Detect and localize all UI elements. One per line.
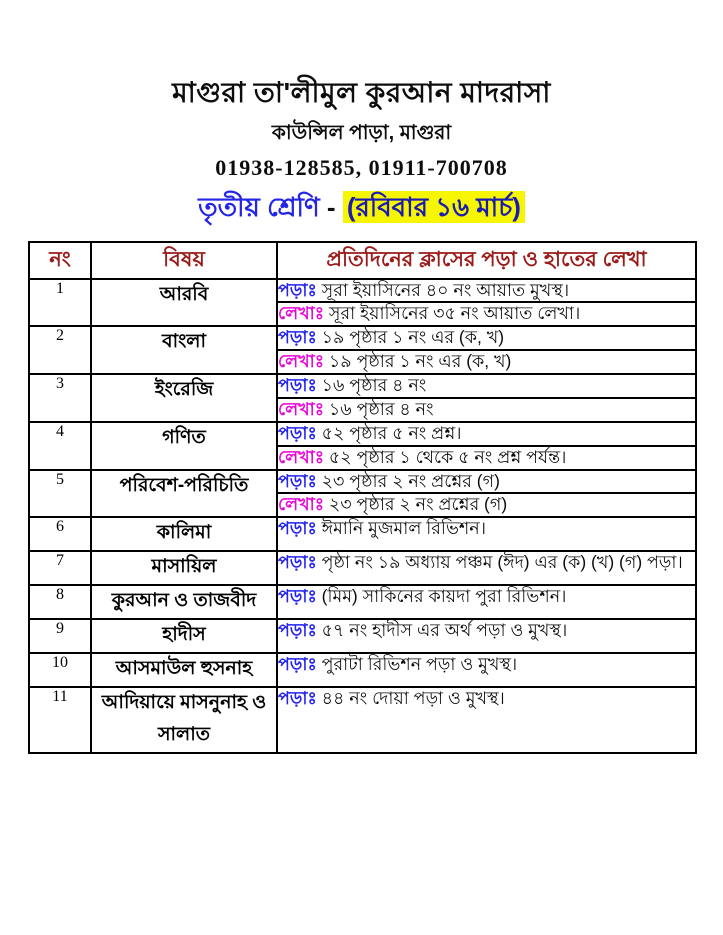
write-text: ১৯ পৃষ্ঠার ১ নং এর (ক, খ) — [328, 351, 512, 372]
read-text: পৃষ্ঠা নং ১৯ অধ্যায় পঞ্চম (ঈদ) এর (ক) (খ) (গ) পড়া। — [321, 552, 683, 573]
row-number: 7 — [29, 551, 91, 585]
read-task-cell — [277, 470, 696, 494]
subject-cell: আরবি — [91, 279, 277, 327]
row-number: 6 — [29, 517, 91, 551]
table-row — [29, 585, 696, 619]
read-text: সূরা ইয়াসিনের ৪০ নং আয়াত মুখস্থ। — [321, 279, 570, 300]
read-label: পড়াঃ — [278, 518, 317, 539]
subject-cell: মাসায়িল — [91, 551, 277, 585]
write-text: ৫২ পৃষ্ঠার ১ থেকে ৫ নং প্রশ্ন পর্যন্ত। — [328, 446, 567, 467]
lesson-table — [28, 241, 697, 755]
table-row — [29, 326, 696, 350]
read-text: ৪৪ নং দোয়া পড়া ও মুখস্থ। — [321, 688, 505, 709]
table-row — [29, 517, 696, 551]
subject-cell: কুরআন ও তাজবীদ — [91, 585, 277, 619]
write-label: লেখাঃ — [278, 446, 325, 467]
read-label: পড়াঃ — [278, 375, 317, 396]
read-task-cell — [277, 422, 696, 446]
subject-cell: ইংরেজি — [91, 374, 277, 422]
row-number: 2 — [29, 326, 91, 374]
subject-cell: গণিত — [91, 422, 277, 470]
table-row — [29, 551, 696, 585]
write-label: লেখাঃ — [278, 494, 325, 515]
row-number: 8 — [29, 585, 91, 619]
table-row — [29, 619, 696, 653]
row-number: 10 — [29, 653, 91, 687]
read-task-cell — [277, 653, 696, 687]
read-text: ৫২ পৃষ্ঠার ৫ নং প্রশ্ন। — [321, 422, 462, 443]
subject-cell: আদিয়ায়ে মাসনুনাহ ও সালাত — [91, 687, 277, 753]
read-text: ১৬ পৃষ্ঠার ৪ নং — [321, 375, 427, 396]
subject-cell: আসমাউল হুসনাহ — [91, 653, 277, 687]
read-text: (মিম) সাকিনের কায়দা পুরা রিভিশন। — [321, 586, 567, 607]
read-task-cell — [277, 517, 696, 551]
write-label: লেখাঃ — [278, 351, 325, 372]
row-number: 1 — [29, 279, 91, 327]
read-task-cell — [277, 374, 696, 398]
table-row — [29, 653, 696, 687]
write-text: ১৬ পৃষ্ঠার ৪ নং — [328, 398, 434, 419]
write-label: লেখাঃ — [278, 398, 325, 419]
madrasa-address: কাউন্সিল পাড়া, মাগুরা — [271, 121, 452, 144]
read-text: ৫৭ নং হাদীস এর অর্থ পড়া ও মুখস্থ। — [321, 620, 568, 641]
table-row — [29, 470, 696, 494]
table-header-row — [29, 242, 696, 279]
write-task-cell — [277, 493, 696, 517]
write-task-cell — [277, 302, 696, 326]
subject-cell: পরিবেশ-পরিচিতি — [91, 470, 277, 518]
table-row — [29, 374, 696, 398]
phone-numbers: 01938-128585, 01911-700708 — [215, 154, 508, 180]
read-label: পড়াঃ — [278, 620, 317, 641]
read-label: পড়াঃ — [278, 688, 317, 709]
write-task-cell — [277, 350, 696, 374]
read-text: ঈমানি মুজমাল রিভিশন। — [321, 518, 486, 539]
read-text: পুরাটা রিভিশন পড়া ও মুখস্থ। — [321, 654, 518, 675]
class-date-line — [0, 187, 723, 231]
table-row — [29, 422, 696, 446]
col-header-no: নং — [29, 242, 91, 279]
row-number: 5 — [29, 470, 91, 518]
read-label: পড়াঃ — [278, 586, 317, 607]
col-header-subject: বিষয় — [91, 242, 277, 279]
read-task-cell — [277, 551, 696, 585]
read-label: পড়াঃ — [278, 422, 317, 443]
madrasa-title: মাগুরা তা'লীমুল কুরআন মাদরাসা — [172, 77, 551, 108]
row-number: 9 — [29, 619, 91, 653]
row-number: 3 — [29, 374, 91, 422]
read-task-cell — [277, 687, 696, 753]
read-label: পড়াঃ — [278, 327, 317, 348]
read-text: ১৯ পৃষ্ঠার ১ নং এর (ক, খ) — [321, 327, 505, 348]
read-task-cell — [277, 619, 696, 653]
row-number: 11 — [29, 687, 91, 753]
read-task-cell — [277, 279, 696, 303]
subject-cell: বাংলা — [91, 326, 277, 374]
class-separator: - — [319, 191, 343, 222]
col-header-tasks: প্রতিদিনের ক্লাসের পড়া ও হাতের লেখা — [277, 242, 696, 279]
read-label: পড়াঃ — [278, 279, 317, 300]
read-label: পড়াঃ — [278, 552, 317, 573]
write-label: লেখাঃ — [278, 303, 325, 324]
read-label: পড়াঃ — [278, 654, 317, 675]
read-task-cell — [277, 326, 696, 350]
subject-cell: কালিমা — [91, 517, 277, 551]
write-text: ২৩ পৃষ্ঠার ২ নং প্রশ্নের (গ) — [328, 494, 508, 515]
class-name: তৃতীয় শ্রেণি — [198, 191, 320, 222]
table-row — [29, 687, 696, 753]
read-text: ২৩ পৃষ্ঠার ২ নং প্রশ্নের (গ) — [321, 470, 500, 491]
write-task-cell — [277, 446, 696, 470]
write-text: সূরা ইয়াসিনের ৩৫ নং আয়াত লেখা। — [328, 303, 581, 324]
read-label: পড়াঃ — [278, 470, 317, 491]
write-task-cell — [277, 398, 696, 422]
date-highlight: (রবিবার ১৬ মার্চ) — [343, 191, 525, 223]
table-row — [29, 279, 696, 303]
notice-header — [0, 0, 723, 231]
read-task-cell — [277, 585, 696, 619]
subject-cell: হাদীস — [91, 619, 277, 653]
row-number: 4 — [29, 422, 91, 470]
